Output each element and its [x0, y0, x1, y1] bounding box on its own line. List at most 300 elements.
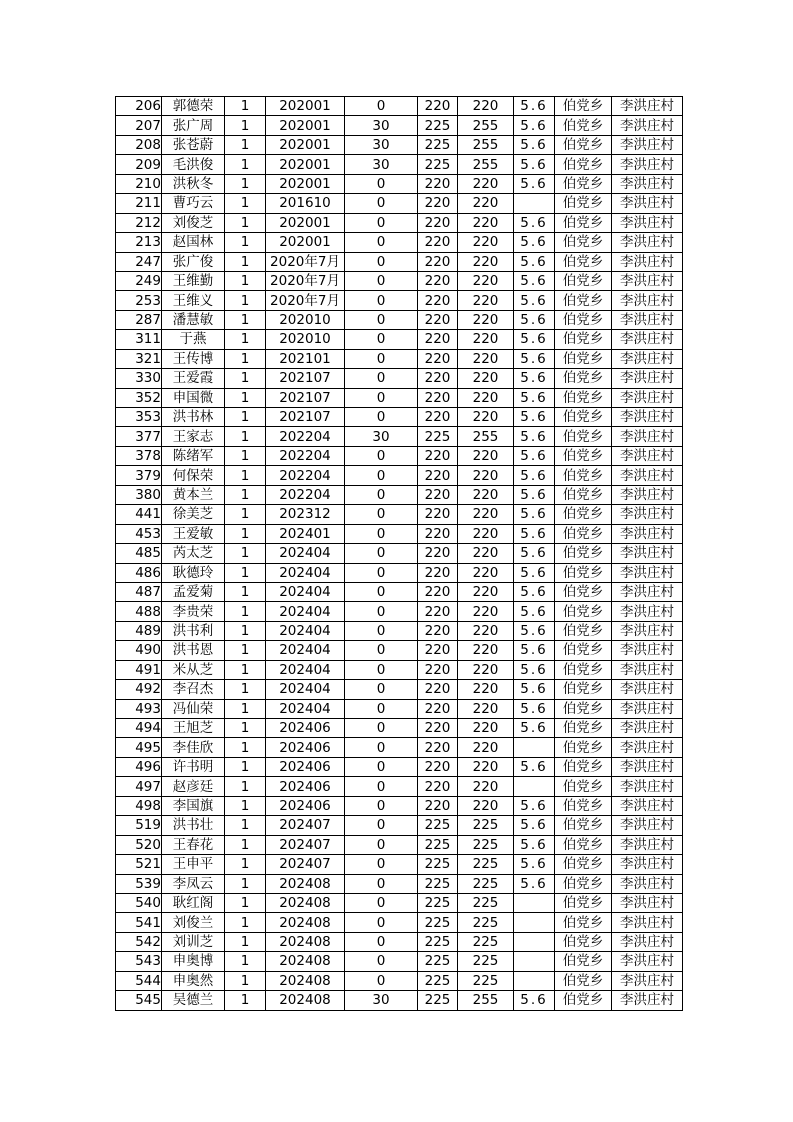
cell-rate: 5.6 — [514, 388, 555, 407]
cell-village: 李洪庄村 — [612, 466, 683, 485]
cell-township: 伯党乡 — [555, 641, 612, 660]
cell-base: 220 — [418, 544, 458, 563]
cell-count: 1 — [225, 427, 266, 446]
cell-number: 542 — [116, 932, 162, 951]
cell-name: 王旭芝 — [162, 719, 225, 738]
cell-count: 1 — [225, 291, 266, 310]
cell-date: 202001 — [266, 233, 345, 252]
cell-township: 伯党乡 — [555, 446, 612, 465]
table-row — [116, 330, 683, 349]
cell-base: 225 — [418, 913, 458, 932]
cell-number: 492 — [116, 680, 162, 699]
table-row — [116, 738, 683, 757]
cell-subsidy: 0 — [345, 893, 418, 912]
cell-subsidy: 0 — [345, 602, 418, 621]
cell-township: 伯党乡 — [555, 719, 612, 738]
cell-rate: 5.6 — [514, 155, 555, 174]
table-row — [116, 971, 683, 990]
cell-township: 伯党乡 — [555, 252, 612, 271]
cell-village: 李洪庄村 — [612, 544, 683, 563]
cell-number: 487 — [116, 582, 162, 601]
cell-village: 李洪庄村 — [612, 408, 683, 427]
cell-count: 1 — [225, 116, 266, 135]
cell-total: 220 — [458, 310, 514, 329]
cell-base: 220 — [418, 680, 458, 699]
cell-base: 225 — [418, 816, 458, 835]
cell-township: 伯党乡 — [555, 971, 612, 990]
cell-base: 220 — [418, 777, 458, 796]
table-row — [116, 174, 683, 193]
cell-name: 洪秋冬 — [162, 174, 225, 193]
cell-date: 202406 — [266, 719, 345, 738]
cell-base: 220 — [418, 563, 458, 582]
cell-date: 202406 — [266, 777, 345, 796]
cell-village: 李洪庄村 — [612, 194, 683, 213]
cell-subsidy: 0 — [345, 233, 418, 252]
cell-date: 2020年7月 — [266, 271, 345, 290]
cell-total: 225 — [458, 816, 514, 835]
cell-date: 202204 — [266, 427, 345, 446]
cell-total: 225 — [458, 874, 514, 893]
cell-township: 伯党乡 — [555, 991, 612, 1010]
cell-count: 1 — [225, 738, 266, 757]
cell-number: 490 — [116, 641, 162, 660]
cell-village: 李洪庄村 — [612, 641, 683, 660]
cell-base: 220 — [418, 757, 458, 776]
cell-base: 220 — [418, 271, 458, 290]
cell-rate: 5.6 — [514, 485, 555, 504]
cell-total: 220 — [458, 621, 514, 640]
cell-number: 441 — [116, 505, 162, 524]
cell-township: 伯党乡 — [555, 116, 612, 135]
cell-name: 洪书恩 — [162, 641, 225, 660]
cell-village: 李洪庄村 — [612, 291, 683, 310]
cell-base: 225 — [418, 971, 458, 990]
cell-number: 521 — [116, 855, 162, 874]
cell-subsidy: 0 — [345, 466, 418, 485]
cell-village: 李洪庄村 — [612, 310, 683, 329]
cell-total: 220 — [458, 660, 514, 679]
cell-count: 1 — [225, 271, 266, 290]
cell-name: 孟爱菊 — [162, 582, 225, 601]
cell-name: 冯仙荣 — [162, 699, 225, 718]
table-row — [116, 699, 683, 718]
cell-township: 伯党乡 — [555, 505, 612, 524]
cell-base: 225 — [418, 155, 458, 174]
cell-rate: 5.6 — [514, 505, 555, 524]
cell-township: 伯党乡 — [555, 194, 612, 213]
cell-total: 220 — [458, 544, 514, 563]
cell-base: 225 — [418, 116, 458, 135]
cell-name: 王爱霞 — [162, 369, 225, 388]
cell-village: 李洪庄村 — [612, 602, 683, 621]
cell-number: 544 — [116, 971, 162, 990]
cell-total: 225 — [458, 855, 514, 874]
table-row — [116, 291, 683, 310]
cell-subsidy: 0 — [345, 330, 418, 349]
cell-number: 210 — [116, 174, 162, 193]
cell-village: 李洪庄村 — [612, 427, 683, 446]
table-row — [116, 952, 683, 971]
cell-subsidy: 0 — [345, 641, 418, 660]
cell-base: 220 — [418, 485, 458, 504]
cell-number: 377 — [116, 427, 162, 446]
cell-subsidy: 30 — [345, 155, 418, 174]
cell-number: 541 — [116, 913, 162, 932]
cell-date: 202406 — [266, 796, 345, 815]
cell-village: 李洪庄村 — [612, 271, 683, 290]
cell-date: 202204 — [266, 485, 345, 504]
cell-base: 225 — [418, 952, 458, 971]
cell-base: 225 — [418, 835, 458, 854]
cell-township: 伯党乡 — [555, 602, 612, 621]
cell-base: 220 — [418, 621, 458, 640]
cell-count: 1 — [225, 408, 266, 427]
cell-count: 1 — [225, 796, 266, 815]
cell-village: 李洪庄村 — [612, 777, 683, 796]
cell-count: 1 — [225, 485, 266, 504]
cell-village: 李洪庄村 — [612, 719, 683, 738]
cell-number: 211 — [116, 194, 162, 213]
cell-total: 225 — [458, 952, 514, 971]
cell-township: 伯党乡 — [555, 680, 612, 699]
cell-village: 李洪庄村 — [612, 582, 683, 601]
cell-subsidy: 0 — [345, 816, 418, 835]
cell-township: 伯党乡 — [555, 757, 612, 776]
table-row — [116, 835, 683, 854]
cell-subsidy: 0 — [345, 913, 418, 932]
cell-village: 李洪庄村 — [612, 699, 683, 718]
cell-count: 1 — [225, 97, 266, 116]
cell-village: 李洪庄村 — [612, 97, 683, 116]
cell-village: 李洪庄村 — [612, 446, 683, 465]
cell-count: 1 — [225, 816, 266, 835]
cell-date: 202408 — [266, 932, 345, 951]
cell-name: 洪书利 — [162, 621, 225, 640]
cell-number: 378 — [116, 446, 162, 465]
cell-total: 220 — [458, 271, 514, 290]
table-row — [116, 213, 683, 232]
cell-township: 伯党乡 — [555, 738, 612, 757]
cell-base: 220 — [418, 194, 458, 213]
cell-number: 545 — [116, 991, 162, 1010]
table-row — [116, 271, 683, 290]
cell-name: 申奥然 — [162, 971, 225, 990]
cell-date: 202407 — [266, 835, 345, 854]
cell-rate: 5.6 — [514, 291, 555, 310]
cell-village: 李洪庄村 — [612, 252, 683, 271]
cell-name: 何保荣 — [162, 466, 225, 485]
cell-count: 1 — [225, 932, 266, 951]
cell-township: 伯党乡 — [555, 660, 612, 679]
cell-village: 李洪庄村 — [612, 135, 683, 154]
cell-base: 220 — [418, 388, 458, 407]
cell-base: 220 — [418, 505, 458, 524]
cell-village: 李洪庄村 — [612, 660, 683, 679]
cell-township: 伯党乡 — [555, 835, 612, 854]
cell-date: 202404 — [266, 563, 345, 582]
cell-township: 伯党乡 — [555, 777, 612, 796]
cell-subsidy: 0 — [345, 310, 418, 329]
cell-rate: 5.6 — [514, 796, 555, 815]
cell-subsidy: 0 — [345, 777, 418, 796]
cell-subsidy: 0 — [345, 369, 418, 388]
cell-base: 220 — [418, 660, 458, 679]
cell-number: 493 — [116, 699, 162, 718]
cell-subsidy: 0 — [345, 757, 418, 776]
table-row — [116, 544, 683, 563]
table-row — [116, 155, 683, 174]
cell-base: 225 — [418, 427, 458, 446]
cell-date: 202408 — [266, 913, 345, 932]
cell-name: 吴德兰 — [162, 991, 225, 1010]
cell-total: 220 — [458, 252, 514, 271]
cell-name: 王爱敏 — [162, 524, 225, 543]
table-row — [116, 194, 683, 213]
cell-village: 李洪庄村 — [612, 757, 683, 776]
cell-base: 220 — [418, 641, 458, 660]
cell-base: 220 — [418, 524, 458, 543]
cell-township: 伯党乡 — [555, 544, 612, 563]
cell-base: 220 — [418, 446, 458, 465]
cell-date: 202010 — [266, 310, 345, 329]
cell-date: 202406 — [266, 738, 345, 757]
cell-village: 李洪庄村 — [612, 855, 683, 874]
cell-date: 202101 — [266, 349, 345, 368]
cell-name: 王维勤 — [162, 271, 225, 290]
cell-township: 伯党乡 — [555, 932, 612, 951]
cell-name: 徐美芝 — [162, 505, 225, 524]
cell-village: 李洪庄村 — [612, 913, 683, 932]
cell-name: 许书明 — [162, 757, 225, 776]
cell-township: 伯党乡 — [555, 388, 612, 407]
cell-total: 220 — [458, 408, 514, 427]
cell-subsidy: 0 — [345, 855, 418, 874]
cell-date: 202001 — [266, 213, 345, 232]
cell-date: 202407 — [266, 816, 345, 835]
cell-count: 1 — [225, 835, 266, 854]
cell-village: 李洪庄村 — [612, 621, 683, 640]
table-row — [116, 913, 683, 932]
cell-date: 202001 — [266, 135, 345, 154]
cell-rate: 5.6 — [514, 544, 555, 563]
cell-base: 225 — [418, 135, 458, 154]
cell-village: 李洪庄村 — [612, 971, 683, 990]
cell-subsidy: 0 — [345, 349, 418, 368]
cell-rate — [514, 893, 555, 912]
cell-date: 202408 — [266, 952, 345, 971]
cell-rate: 5.6 — [514, 582, 555, 601]
cell-rate: 5.6 — [514, 835, 555, 854]
cell-name: 郭德荣 — [162, 97, 225, 116]
cell-township: 伯党乡 — [555, 466, 612, 485]
cell-village: 李洪庄村 — [612, 524, 683, 543]
cell-count: 1 — [225, 971, 266, 990]
cell-number: 497 — [116, 777, 162, 796]
cell-base: 220 — [418, 369, 458, 388]
cell-total: 220 — [458, 446, 514, 465]
cell-name: 赵国林 — [162, 233, 225, 252]
cell-base: 225 — [418, 991, 458, 1010]
cell-date: 202404 — [266, 621, 345, 640]
cell-total: 220 — [458, 174, 514, 193]
cell-rate: 5.6 — [514, 991, 555, 1010]
cell-subsidy: 0 — [345, 544, 418, 563]
cell-count: 1 — [225, 893, 266, 912]
cell-name: 陈绪军 — [162, 446, 225, 465]
cell-number: 330 — [116, 369, 162, 388]
cell-total: 255 — [458, 116, 514, 135]
cell-name: 于燕 — [162, 330, 225, 349]
cell-date: 201610 — [266, 194, 345, 213]
cell-village: 李洪庄村 — [612, 155, 683, 174]
cell-name: 洪书壮 — [162, 816, 225, 835]
cell-rate: 5.6 — [514, 874, 555, 893]
cell-name: 赵彦廷 — [162, 777, 225, 796]
cell-date: 202404 — [266, 660, 345, 679]
cell-date: 202107 — [266, 388, 345, 407]
cell-rate: 5.6 — [514, 213, 555, 232]
cell-count: 1 — [225, 621, 266, 640]
cell-name: 米从芝 — [162, 660, 225, 679]
table-row — [116, 660, 683, 679]
cell-subsidy: 0 — [345, 97, 418, 116]
cell-name: 王传博 — [162, 349, 225, 368]
cell-rate: 5.6 — [514, 719, 555, 738]
table-row — [116, 874, 683, 893]
cell-base: 220 — [418, 796, 458, 815]
cell-count: 1 — [225, 699, 266, 718]
cell-village: 李洪庄村 — [612, 563, 683, 582]
cell-village: 李洪庄村 — [612, 816, 683, 835]
cell-count: 1 — [225, 252, 266, 271]
table-row — [116, 582, 683, 601]
cell-date: 202010 — [266, 330, 345, 349]
cell-count: 1 — [225, 155, 266, 174]
cell-number: 496 — [116, 757, 162, 776]
cell-base: 225 — [418, 932, 458, 951]
cell-count: 1 — [225, 446, 266, 465]
cell-subsidy: 0 — [345, 719, 418, 738]
cell-total: 220 — [458, 582, 514, 601]
cell-rate: 5.6 — [514, 641, 555, 660]
cell-total: 220 — [458, 563, 514, 582]
cell-total: 255 — [458, 991, 514, 1010]
cell-rate — [514, 194, 555, 213]
cell-village: 李洪庄村 — [612, 330, 683, 349]
cell-base: 220 — [418, 97, 458, 116]
cell-village: 李洪庄村 — [612, 680, 683, 699]
cell-base: 220 — [418, 252, 458, 271]
cell-subsidy: 30 — [345, 116, 418, 135]
cell-date: 202404 — [266, 582, 345, 601]
table-row — [116, 466, 683, 485]
cell-village: 李洪庄村 — [612, 213, 683, 232]
cell-base: 220 — [418, 582, 458, 601]
table-row — [116, 427, 683, 446]
cell-rate: 5.6 — [514, 757, 555, 776]
cell-name: 曹巧云 — [162, 194, 225, 213]
cell-subsidy: 0 — [345, 174, 418, 193]
cell-name: 李国旗 — [162, 796, 225, 815]
cell-subsidy: 0 — [345, 699, 418, 718]
cell-township: 伯党乡 — [555, 485, 612, 504]
cell-name: 李佳欣 — [162, 738, 225, 757]
cell-name: 张广俊 — [162, 252, 225, 271]
cell-village: 李洪庄村 — [612, 893, 683, 912]
cell-subsidy: 0 — [345, 213, 418, 232]
cell-township: 伯党乡 — [555, 796, 612, 815]
cell-base: 220 — [418, 719, 458, 738]
cell-township: 伯党乡 — [555, 349, 612, 368]
table-row — [116, 893, 683, 912]
table-row — [116, 505, 683, 524]
cell-subsidy: 0 — [345, 505, 418, 524]
cell-base: 225 — [418, 855, 458, 874]
cell-number: 353 — [116, 408, 162, 427]
cell-subsidy: 30 — [345, 991, 418, 1010]
cell-number: 213 — [116, 233, 162, 252]
cell-date: 202406 — [266, 757, 345, 776]
cell-village: 李洪庄村 — [612, 991, 683, 1010]
cell-total: 220 — [458, 233, 514, 252]
cell-count: 1 — [225, 777, 266, 796]
table-row — [116, 757, 683, 776]
cell-township: 伯党乡 — [555, 816, 612, 835]
cell-number: 488 — [116, 602, 162, 621]
cell-count: 1 — [225, 135, 266, 154]
cell-name: 张广周 — [162, 116, 225, 135]
cell-township: 伯党乡 — [555, 135, 612, 154]
cell-number: 379 — [116, 466, 162, 485]
cell-date: 202204 — [266, 466, 345, 485]
table-row — [116, 485, 683, 504]
cell-date: 202312 — [266, 505, 345, 524]
cell-rate — [514, 952, 555, 971]
cell-rate: 5.6 — [514, 427, 555, 446]
subsidy-table — [115, 96, 683, 1011]
table-row — [116, 446, 683, 465]
cell-count: 1 — [225, 194, 266, 213]
cell-township: 伯党乡 — [555, 233, 612, 252]
cell-number: 494 — [116, 719, 162, 738]
cell-total: 220 — [458, 680, 514, 699]
cell-count: 1 — [225, 991, 266, 1010]
cell-rate: 5.6 — [514, 174, 555, 193]
cell-count: 1 — [225, 524, 266, 543]
cell-number: 287 — [116, 310, 162, 329]
cell-date: 202107 — [266, 408, 345, 427]
cell-number: 380 — [116, 485, 162, 504]
cell-count: 1 — [225, 641, 266, 660]
table-row — [116, 719, 683, 738]
cell-number: 519 — [116, 816, 162, 835]
table-row — [116, 563, 683, 582]
cell-total: 220 — [458, 719, 514, 738]
cell-total: 220 — [458, 738, 514, 757]
table-row — [116, 233, 683, 252]
cell-rate: 5.6 — [514, 602, 555, 621]
cell-name: 王家志 — [162, 427, 225, 446]
cell-number: 253 — [116, 291, 162, 310]
cell-total: 220 — [458, 699, 514, 718]
cell-count: 1 — [225, 369, 266, 388]
cell-subsidy: 0 — [345, 621, 418, 640]
cell-village: 李洪庄村 — [612, 505, 683, 524]
cell-village: 李洪庄村 — [612, 174, 683, 193]
cell-total: 220 — [458, 524, 514, 543]
cell-name: 申国微 — [162, 388, 225, 407]
